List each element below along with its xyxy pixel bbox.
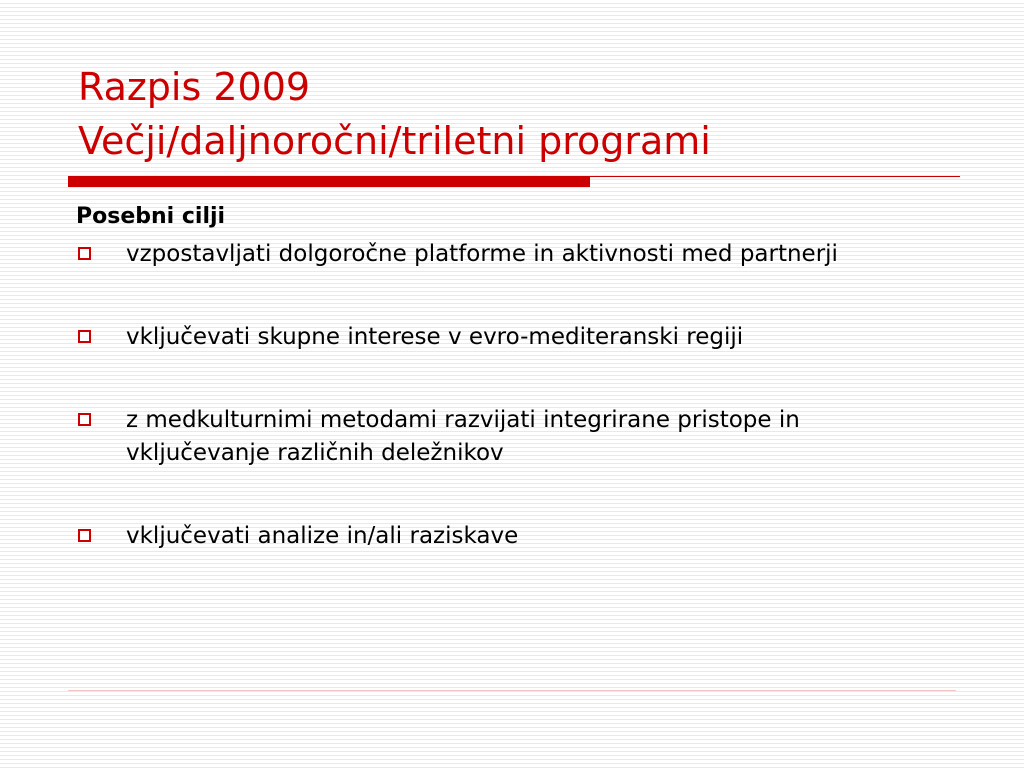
bullet-text: z medkulturnimi metodami razvijati integrirane pristope in vključevanje različnih deležnikov xyxy=(126,407,800,466)
list-item xyxy=(76,520,936,553)
section-heading: Posebni cilji xyxy=(76,204,226,229)
hollow-square-icon xyxy=(78,247,91,260)
slide-title xyxy=(78,60,978,168)
bullet-text: vključevati analize in/ali raziskave xyxy=(126,523,519,549)
bullet-text: vključevati skupne interese v evro-mediteranski regiji xyxy=(126,324,744,350)
title-line-1: Razpis 2009 xyxy=(78,65,311,109)
title-underline-thick xyxy=(68,176,590,187)
list-item xyxy=(76,321,936,354)
hollow-square-icon xyxy=(78,529,91,542)
list-item xyxy=(76,238,936,271)
bullet-list xyxy=(76,238,936,553)
title-line-2: Večji/daljnoročni/triletni programi xyxy=(78,119,711,163)
title-underline-thin xyxy=(590,176,960,177)
list-item xyxy=(76,404,936,470)
hollow-square-icon xyxy=(78,413,91,426)
hollow-square-icon xyxy=(78,330,91,343)
slide-body xyxy=(76,202,936,553)
footer-divider xyxy=(68,690,956,691)
bullet-text: vzpostavljati dolgoročne platforme in aktivnosti med partnerji xyxy=(126,241,838,267)
